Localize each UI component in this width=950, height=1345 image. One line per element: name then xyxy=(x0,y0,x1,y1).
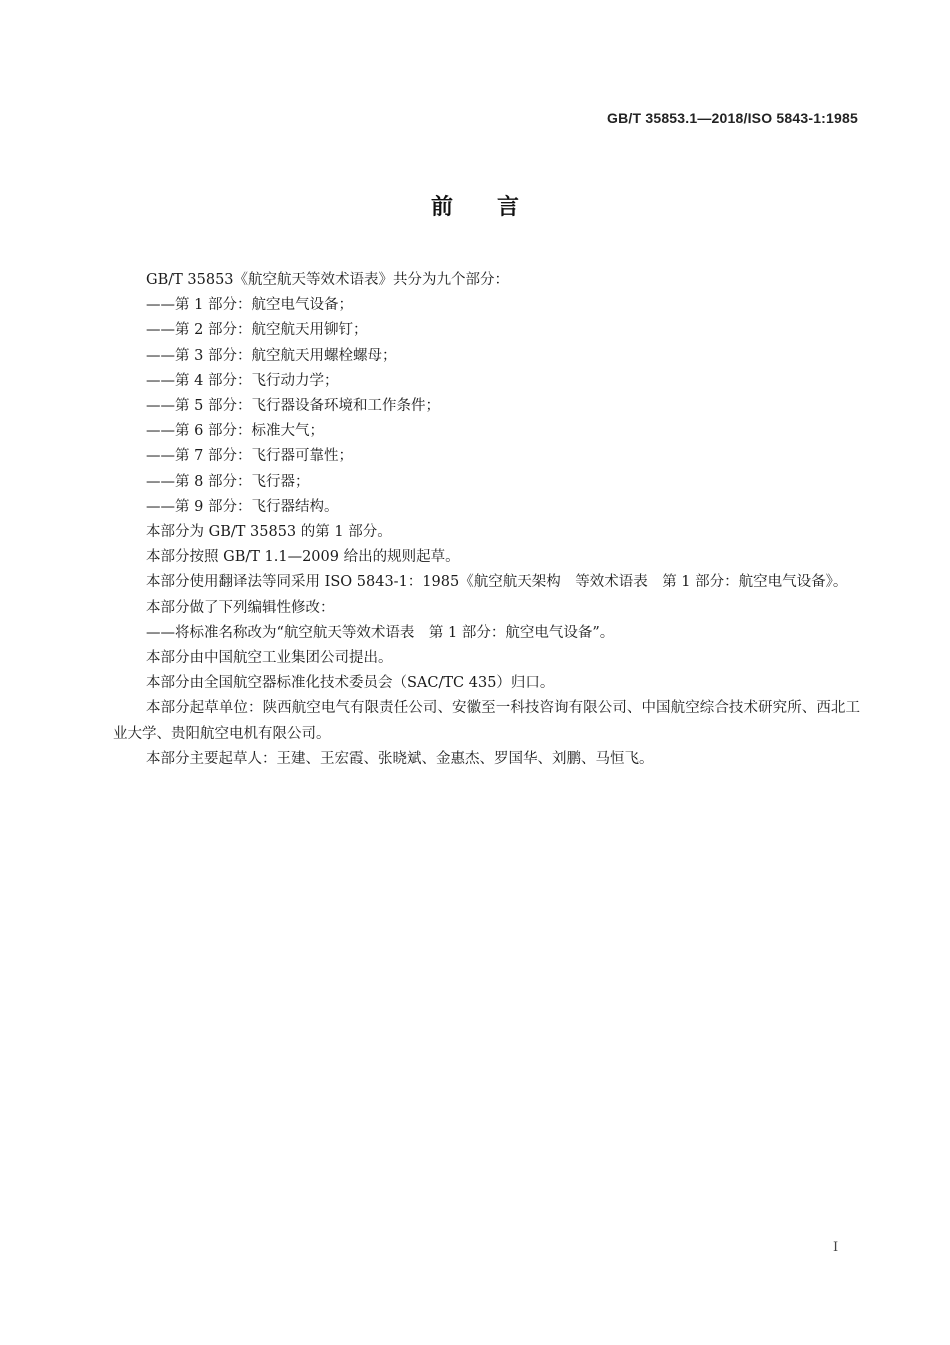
part-list-item: ——第 6 部分：标准大气； xyxy=(146,423,324,440)
intro-paragraph: GB/T 35853《航空航天等效术语表》共分为九个部分： xyxy=(146,272,510,288)
part-list-item: ——第 2 部分：航空航天用铆钉； xyxy=(146,322,368,339)
editorial-change-item: ——将标准名称改为“航空航天等效术语表 第 1 部分：航空电气设备”。 xyxy=(146,624,615,641)
part-list-item: ——第 9 部分：飞行器结构。 xyxy=(146,498,339,515)
standard-code-header: GB/T 35853.1—2018/ISO 5843-1:1985 xyxy=(607,110,858,126)
part-list-item: ——第 8 部分：飞行器； xyxy=(146,473,310,490)
page-number: I xyxy=(833,1240,839,1255)
part-list-item: ——第 5 部分：飞行器设备环境和工作条件； xyxy=(146,398,440,415)
part-list-item: ——第 7 部分：飞行器可靠性； xyxy=(146,448,353,465)
paragraph-drafting-rules: 本部分按照 GB/T 1.1—2009 给出的规则起草。 xyxy=(146,549,460,566)
paragraph-editorial-changes: 本部分做了下列编辑性修改： xyxy=(146,599,335,616)
paragraph-part-statement: 本部分为 GB/T 35853 的第 1 部分。 xyxy=(146,524,392,541)
paragraph-drafting-units: 本部分起草单位：陕西航空电气有限责任公司、安徽至一科技咨询有限公司、中国航空综合技术研究所、西北工业大学、贵阳航空电机有限公司。 xyxy=(113,700,860,742)
page-title: 前言 xyxy=(430,195,563,220)
part-list-item: ——第 1 部分：航空电气设备； xyxy=(146,297,353,314)
foreword-body xyxy=(113,268,860,772)
part-list-item: ——第 4 部分：飞行动力学； xyxy=(146,372,339,389)
paragraph-drafters: 本部分主要起草人：王建、王宏霞、张晓斌、金惠杰、罗国华、刘鹏、马恒飞。 xyxy=(146,750,654,767)
paragraph-adoption: 本部分使用翻译法等同采用 ISO 5843-1：1985《航空航天架构 等效术语表 第 1 部分：航空电气设备》。 xyxy=(146,574,848,591)
paragraph-committee: 本部分由全国航空器标准化技术委员会（SAC/TC 435）归口。 xyxy=(146,675,555,692)
paragraph-proposer: 本部分由中国航空工业集团公司提出。 xyxy=(146,650,393,667)
part-list-item: ——第 3 部分：航空航天用螺栓螺母； xyxy=(146,347,397,364)
